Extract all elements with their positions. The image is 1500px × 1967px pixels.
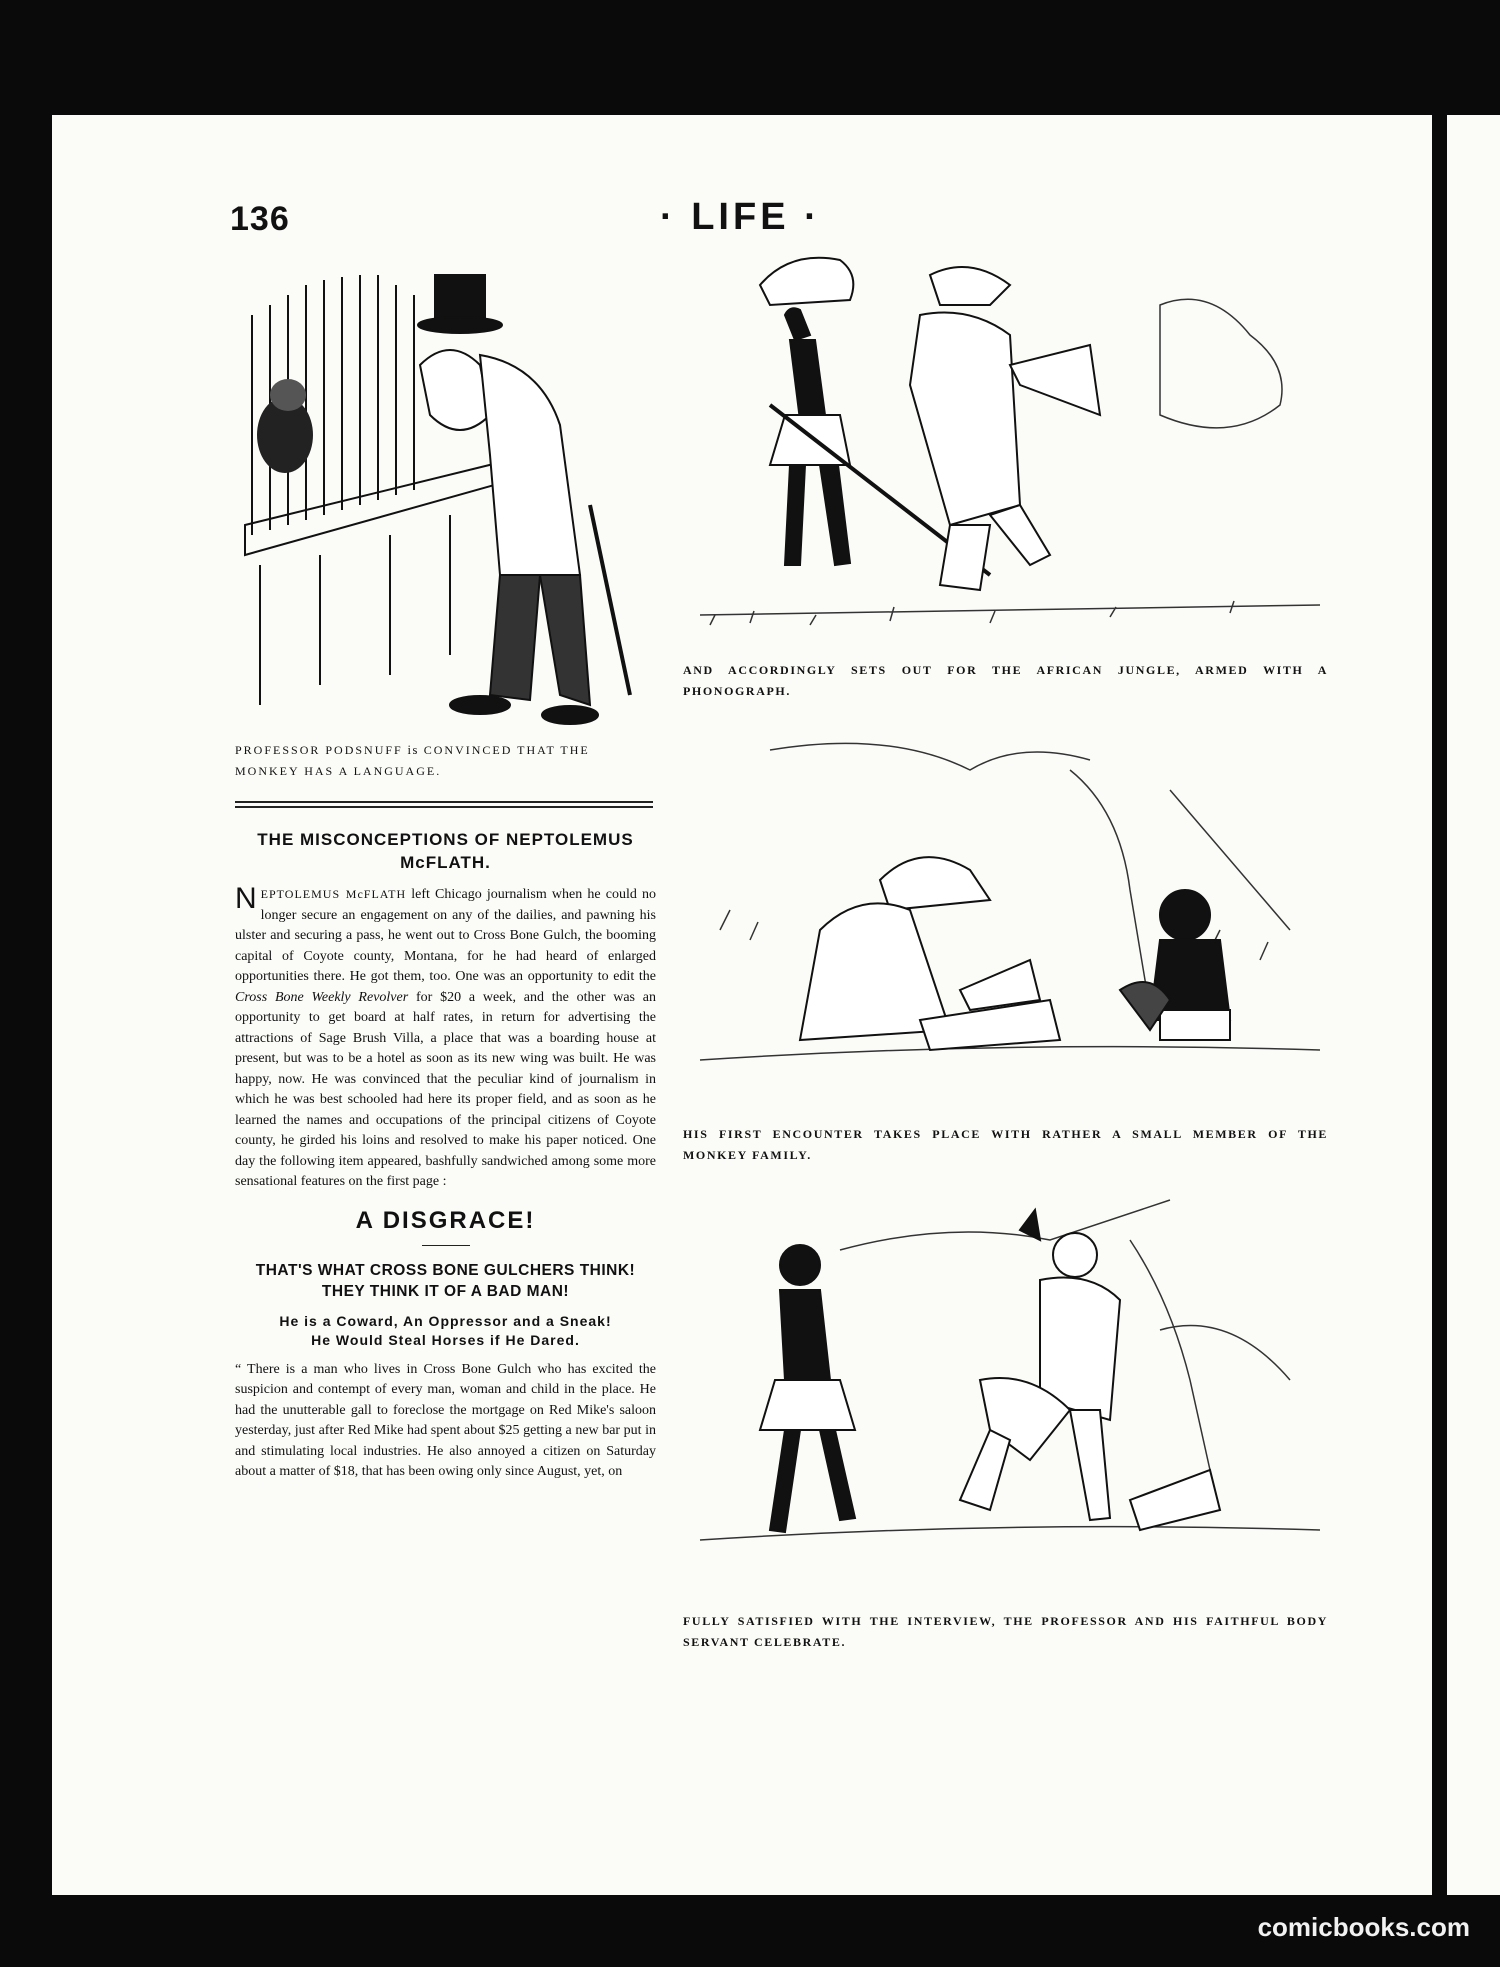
caption-professor-is: is [402,743,424,757]
site-watermark: comicbooks.com [1257,1912,1470,1942]
newspaper-name: Cross Bone Weekly Revolver [235,989,409,1005]
jungle-expedition-illustration [690,245,1330,635]
celebration-dance-illustration [690,1180,1330,1590]
caption-jungle-expedition: AND ACCORDINGLY SETS OUT FOR THE AFRICAN JUNGLE, ARMED WITH A PHONOGRAPH. [683,663,1328,698]
article-paragraph-1 [235,884,656,1193]
masthead: · LIFE · [660,196,821,238]
paragraph-1-part-a: left Chicago journalism when he could no longer secure an engagement on any of the dailies, and pawning his ulster and securing a pass, he went out to Cross Bone Gulch, the booming capital of Coyote county, Montana, for he had heard of enlarged opportunities there. He got them, too. One was an opportunity to edit the [235,887,656,984]
lead-small-caps: EPTOLEMUS McFLATH [260,887,407,901]
article-title: THE MISCONCEPTIONS OF NEPTOLEMUS McFLATH. [257,830,634,872]
short-rule [422,1245,470,1246]
double-rule-divider [235,801,653,808]
caption-first-encounter: HIS FIRST ENCOUNTER TAKES PLACE WITH RATHER A SMALL MEMBER OF THE MONKEY FAMILY. [683,1127,1328,1162]
headline-disgrace: A DISGRACE! [355,1206,536,1234]
professor-at-cage-illustration [240,255,660,730]
page-number: 136 [230,200,290,238]
caption-celebration: FULLY SATISFIED WITH THE INTERVIEW, THE PROFESSOR AND HIS FAITHFUL BODY SERVANT CELEBRATE. [683,1614,1328,1649]
caption-professor-convinced: CONVINCED THAT THE [423,743,590,757]
caption-professor-podsnuff [235,740,655,782]
article-paragraph-2: “ There is a man who lives in Cross Bone Gulch who has excited the suspicion and contempt of every man, woman and child in the place. He had the unutterable gall to foreclose the mortgage on Red Mike's saloon yesterday, just after Red Mike had spent about $25 getting a new bar put in and stimulating local industries. He also annoyed a citizen on Saturday about a matter of $18, that has been owing only since August, yet, on [235,1361,656,1479]
caption-professor-line2: MONKEY HAS A LANGUAGE. [235,764,442,778]
monkey-encounter-illustration [690,710,1330,1110]
drop-cap: N [235,882,257,915]
subheadline-coward: He is a Coward, An Oppressor and a Sneak! He Would Steal Horses if He Dared. [279,1312,612,1348]
subheadline-gulchers: THAT'S WHAT CROSS BONE GULCHERS THINK! THEY THINK IT OF A BAD MAN! [255,1261,636,1300]
adjacent-page-edge [1447,115,1500,1895]
paragraph-1-part-b: for $20 a week, and the other was an opportunity to get board at half rates, in return for advertising the attractions of Sage Brush Villa, a place that was a boarding house at present, but was to be a hotel as soon as its new wing was built. He was happy, now. He was convinced that the peculiar kind of journalism in which he was best schooled had here its proper field, and as soon as he learned the names and occupations of the principal citizens of Coyote county, he girded his loins and resolved to make his paper noticed. One day the following item appeared, bashfully sandwiched among some more sensational features on the first page : [235,989,656,1189]
caption-professor-name: PROFESSOR PODSNUFF [235,743,403,757]
article-column [235,828,656,1483]
